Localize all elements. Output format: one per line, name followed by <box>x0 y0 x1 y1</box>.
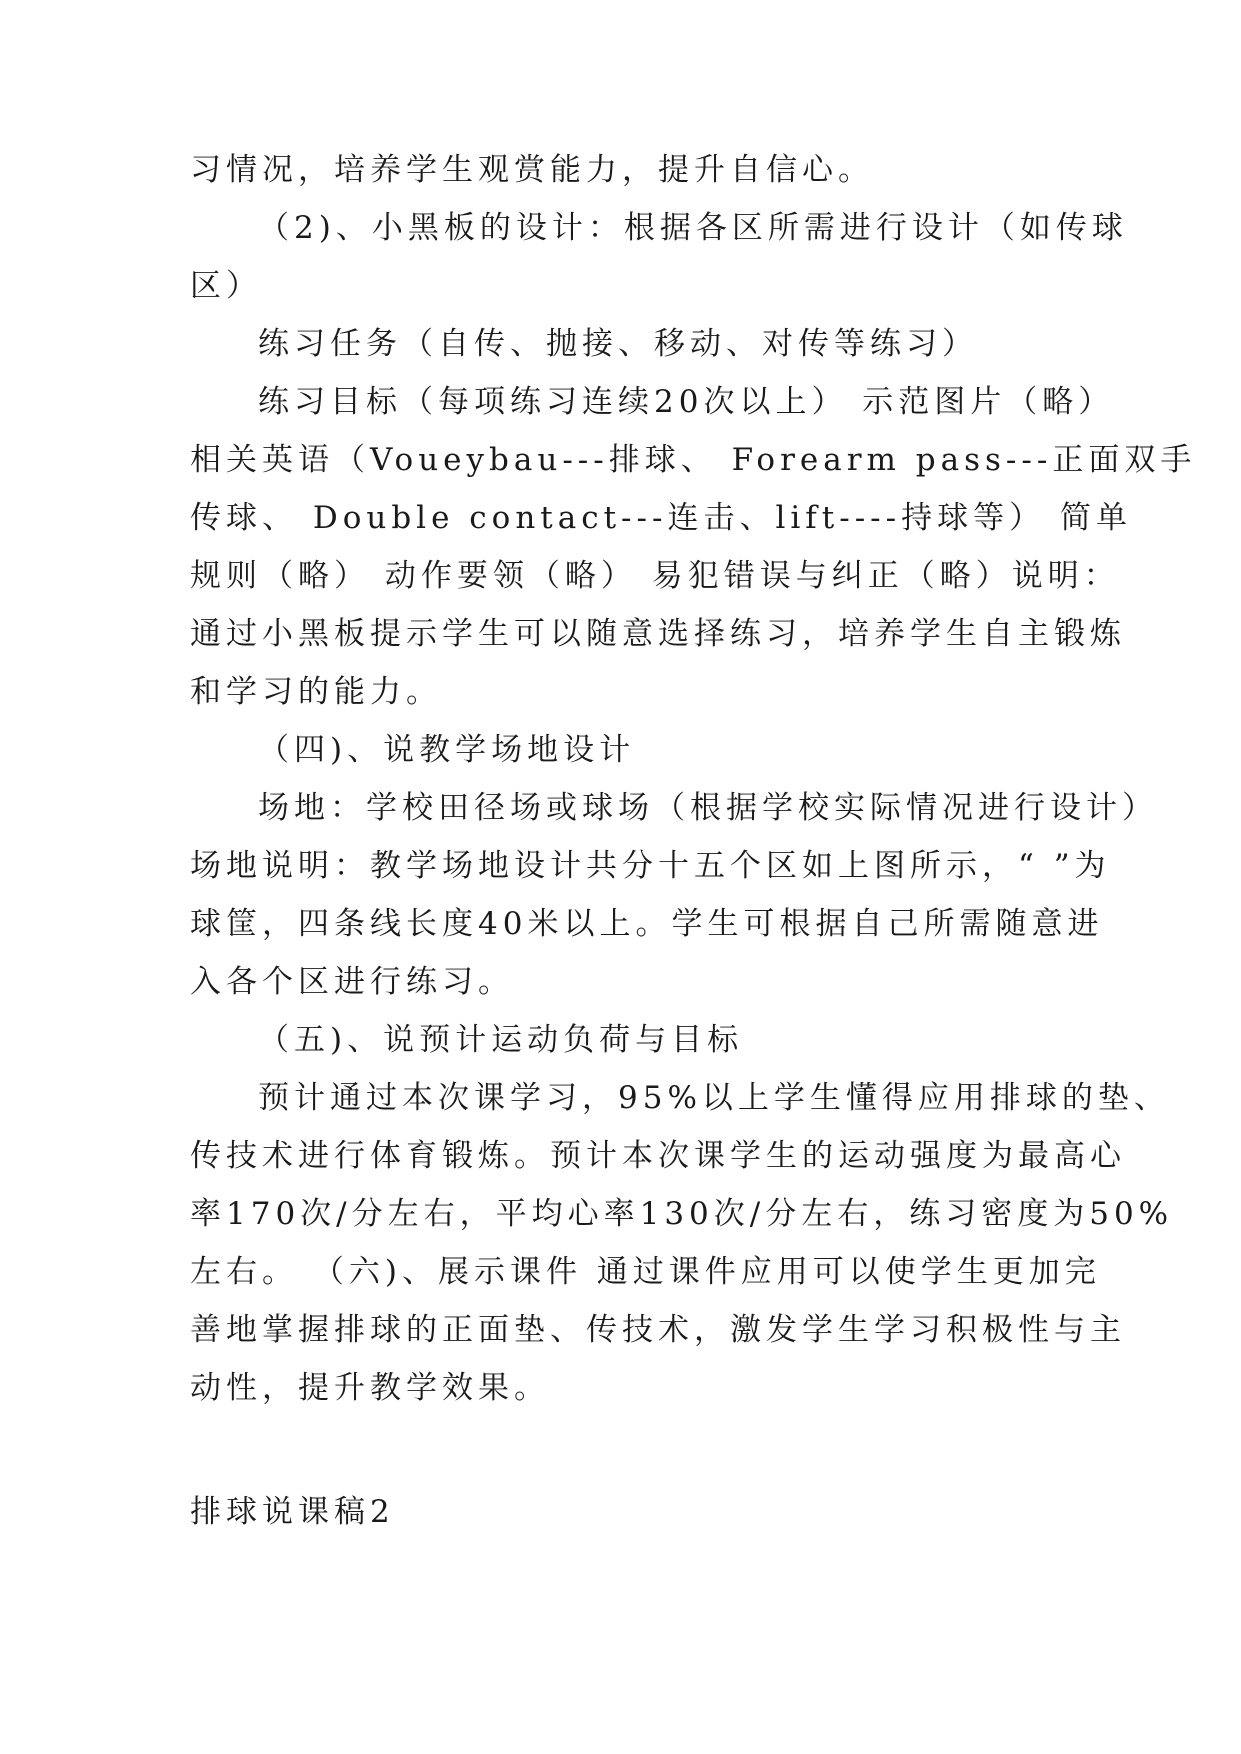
text-line: 场地说明：教学场地设计共分十五个区如上图所示，“ ”为 <box>190 848 1111 884</box>
text-line: 传球、 Double contact---连击、lift----持球等） 简单 <box>190 500 1132 536</box>
text-line: （2)、小黑板的设计：根据各区所需进行设计（如传球 <box>258 210 1128 246</box>
section-heading: （五)、说预计运动负荷与目标 <box>258 1022 744 1058</box>
text-line: 入各个区进行练习。 <box>190 964 514 1000</box>
text-line: 球筐，四条线长度40米以上。学生可根据自己所需随意进 <box>190 906 1104 942</box>
text-line: 习情况，培养学生观赏能力，提升自信心。 <box>190 152 874 188</box>
text-line: 规则（略） 动作要领（略） 易犯错误与纠正（略）说明： <box>190 558 1120 594</box>
text-line: 场地：学校田径场或球场（根据学校实际情况进行设计） <box>258 790 1158 826</box>
document-title: 排球说课稿2 <box>190 1494 395 1530</box>
text-line: 左右。 （六)、展示课件 通过课件应用可以使学生更加完 <box>190 1254 1101 1290</box>
text-line: 通过小黑板提示学生可以随意选择练习，培养学生自主锻炼 <box>190 616 1126 652</box>
text-line: 传技术进行体育锻炼。预计本次课学生的运动强度为最高心 <box>190 1138 1126 1174</box>
section-heading: （四)、说教学场地设计 <box>258 732 636 768</box>
text-line: 相关英语（Voueybau---排球、 Forearm pass---正面双手 <box>190 442 1197 478</box>
text-line: 练习目标（每项练习连续20次以上） 示范图片（略） <box>258 384 1115 420</box>
text-line: 和学习的能力。 <box>190 674 442 710</box>
text-line: 善地掌握排球的正面垫、传技术，激发学生学习积极性与主 <box>190 1312 1126 1348</box>
text-line: 动性，提升教学效果。 <box>190 1370 550 1406</box>
text-line: 练习任务（自传、抛接、移动、对传等练习） <box>258 326 978 362</box>
text-line: 区） <box>190 268 262 304</box>
text-line: 率170次/分左右，平均心率130次/分左右，练习密度为50% <box>190 1196 1174 1232</box>
text-line: 预计通过本次课学习，95%以上学生懂得应用排球的垫、 <box>258 1080 1170 1116</box>
